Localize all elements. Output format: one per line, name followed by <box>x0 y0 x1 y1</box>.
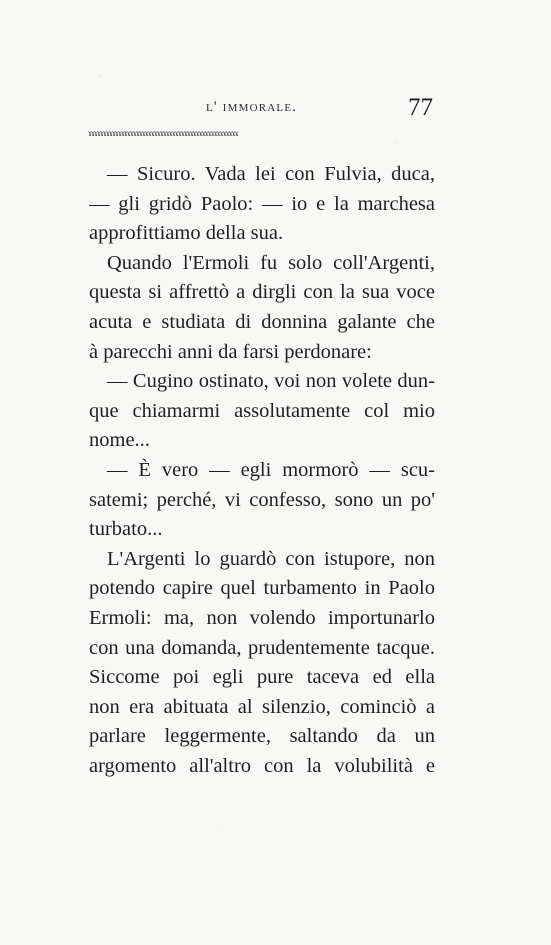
text-line: — gli gridò Paolo: — io e la marchesa <box>89 192 435 215</box>
text-line: approfittiamo della sua. <box>89 222 284 245</box>
text-line: non era abituata al silenzio, cominciò a <box>89 695 435 718</box>
running-header <box>88 94 433 124</box>
text-line: acuta e studiata di donnina galante che <box>89 310 435 333</box>
text-line: potendo capire quel turbamento in Paolo <box>89 577 435 600</box>
text-line: à parecchi anni da farsi perdonare: <box>89 340 372 363</box>
text-line: turbato... <box>89 518 163 541</box>
body-text <box>89 160 435 781</box>
text-line: con una domanda, prudentemente tacque. <box>89 636 435 659</box>
ornamental-rule: ɤɤɤɤɤɤɤɤɤɤɤɤɤɤɤɤɤɤɤɤɤɤɤɤɤɤɤɤɤɤɤɤɤɤɤɤɤɤɤɤɤɤɤɤɤɤɤɤɤɤ <box>88 129 238 137</box>
text-line: nome... <box>89 429 150 452</box>
text-line: que chiamarmi assolutamente col mio <box>89 399 435 422</box>
text-line: L'Argenti lo guardò con istupore, non <box>107 547 435 570</box>
text-line: — Cugino ostinato, voi non volete dun- <box>107 370 435 393</box>
text-line: Siccome poi egli pure taceva ed ella <box>89 666 435 689</box>
text-line: — Sicuro. Vada lei con Fulvia, duca, <box>107 163 435 185</box>
text-line: Ermoli: ma, non volendo importunarlo <box>89 606 435 629</box>
text-line: argomento all'altro con la volubilità e <box>89 754 435 777</box>
text-line: questa si affrettò a dirgli con la sua voce <box>89 281 435 304</box>
text-line: satemi; perché, vi confesso, sono un po' <box>89 488 435 511</box>
page-number: 77 <box>408 94 433 121</box>
text-line: parlare leggermente, saltando da un <box>89 725 435 748</box>
text-line: Quando l'Ermoli fu solo coll'Argenti, <box>107 251 435 274</box>
running-title: l' immorale. <box>206 99 298 115</box>
text-line: — È vero — egli mormorò — scu- <box>107 458 435 481</box>
